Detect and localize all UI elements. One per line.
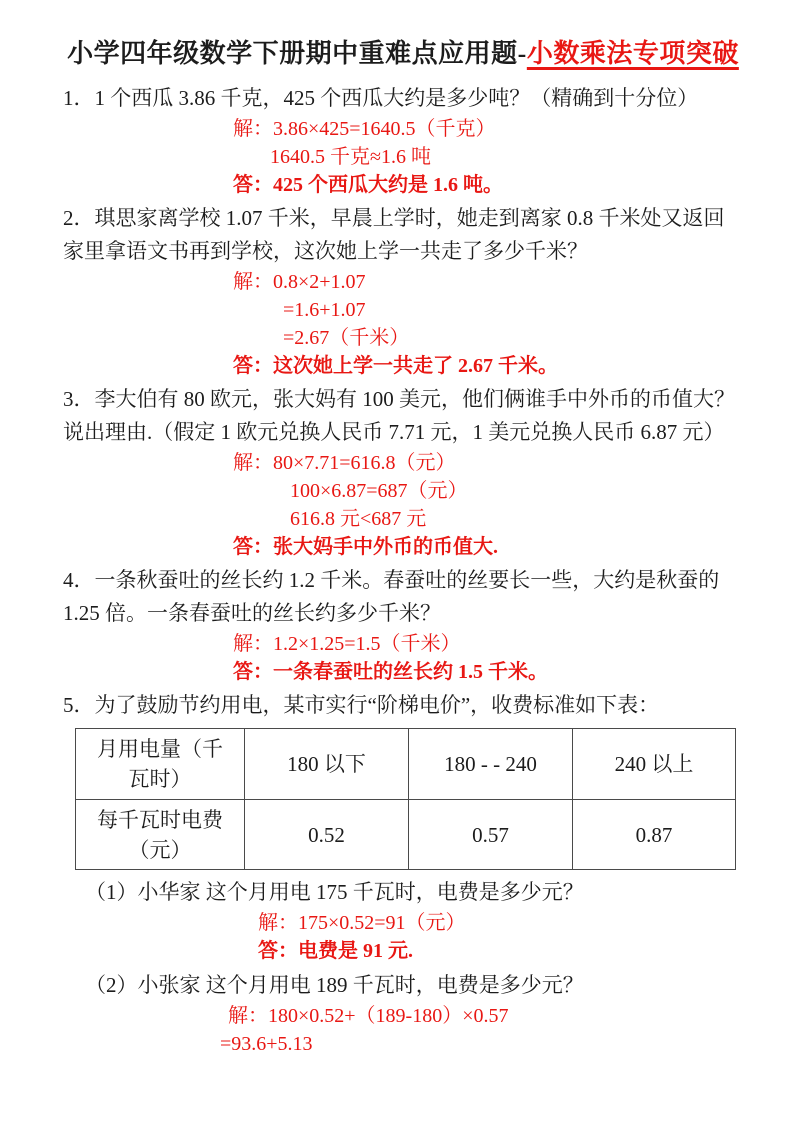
problem-4-solution-step: 解：1.2×1.25=1.5（千米） [233, 633, 461, 655]
problem-2-answer-line: 答：这次她上学一共走了 2.67 千米。 [233, 355, 558, 377]
problem-5-sub2-solution-step: 解：180×0.52+（189-180）×0.57 [228, 1005, 509, 1027]
problem-5-sub1-answer-line: 答：电费是 91 元. [258, 940, 413, 962]
problem-5-sub1-question: （1）小华家 这个月用电 175 千瓦时，电费是多少元？ [85, 880, 584, 904]
table-cell-tier2-range: 180 - - 240 [409, 729, 573, 800]
problem-3-solution-step: 616.8 元<687 元 [290, 508, 427, 530]
problem-1-solution-step: 解：3.86×425=1640.5（千克） [233, 118, 496, 140]
page-title [63, 34, 743, 74]
table-cell-tier1-price: 0.52 [245, 800, 409, 870]
table-row [76, 729, 736, 800]
problem-2-question-line: 家里拿语文书再到学校，这次她上学一共走了多少千米？ [63, 239, 588, 263]
rate-table [75, 728, 736, 870]
problem-1-answer-line: 答：425 个西瓜大约是 1.6 吨。 [233, 174, 503, 196]
problem-4-answer-line: 答：一条春蚕吐的丝长约 1.5 千米。 [233, 661, 548, 683]
problem-2-solution-step: =2.67（千米） [283, 327, 410, 349]
problem-5-sub2-question: （2）小张家 这个月用电 189 千瓦时，电费是多少元？ [85, 973, 584, 997]
page-title-black: 小学四年级数学下册期中重难点应用题- [67, 39, 527, 68]
problem-2-question-line: 2．琪思家离学校 1.07 千米，早晨上学时，她走到离家 0.8 千米处又返回 [63, 206, 725, 230]
problem-2-solution-step: 解：0.8×2+1.07 [233, 271, 366, 293]
problem-5-question-line: 5．为了鼓励节约用电，某市实行“阶梯电价”，收费标准如下表： [63, 693, 660, 717]
problem-3-question-line: 说出理由.（假定 1 欧元兑换人民币 7.71 元，1 美元兑换人民币 6.87 元） [63, 420, 725, 444]
table-cell-price-header: 每千瓦时电费（元） [76, 800, 245, 870]
problem-3-solution-step: 100×6.87=687（元） [290, 480, 468, 502]
problem-4-question-line: 4．一条秋蚕吐的丝长约 1.2 千米。春蚕吐的丝要长一些，大约是秋蚕的 [63, 568, 720, 592]
table-row [76, 800, 736, 870]
table-cell-tier2-price: 0.57 [409, 800, 573, 870]
problem-3-answer-line: 答：张大妈手中外币的币值大. [233, 536, 498, 558]
table-cell-usage-header: 月用电量（千瓦时） [76, 729, 245, 800]
table-cell-tier3-price: 0.87 [573, 800, 736, 870]
table-cell-tier3-range: 240 以上 [573, 729, 736, 800]
table-cell-tier1-range: 180 以下 [245, 729, 409, 800]
page-title-red-underlined: 小数乘法专项突破 [526, 39, 739, 68]
problem-4-question-line: 1.25 倍。一条春蚕吐的丝长约多少千米？ [63, 601, 441, 625]
problem-1-question-line: 1．1 个西瓜 3.86 千克，425 个西瓜大约是多少吨？（精确到十分位） [63, 86, 699, 110]
problem-1-solution-step: 1640.5 千克≈1.6 吨 [270, 146, 431, 168]
problem-3-question-line: 3．李大伯有 80 欧元，张大妈有 100 美元，他们俩谁手中外币的币值大？ [63, 387, 735, 411]
problem-5-sub2-solution-step: =93.6+5.13 [220, 1033, 313, 1055]
problem-3-solution-step: 解：80×7.71=616.8（元） [233, 452, 456, 474]
problem-2-solution-step: =1.6+1.07 [283, 299, 366, 321]
problem-5-sub1-solution-step: 解：175×0.52=91（元） [258, 912, 466, 934]
